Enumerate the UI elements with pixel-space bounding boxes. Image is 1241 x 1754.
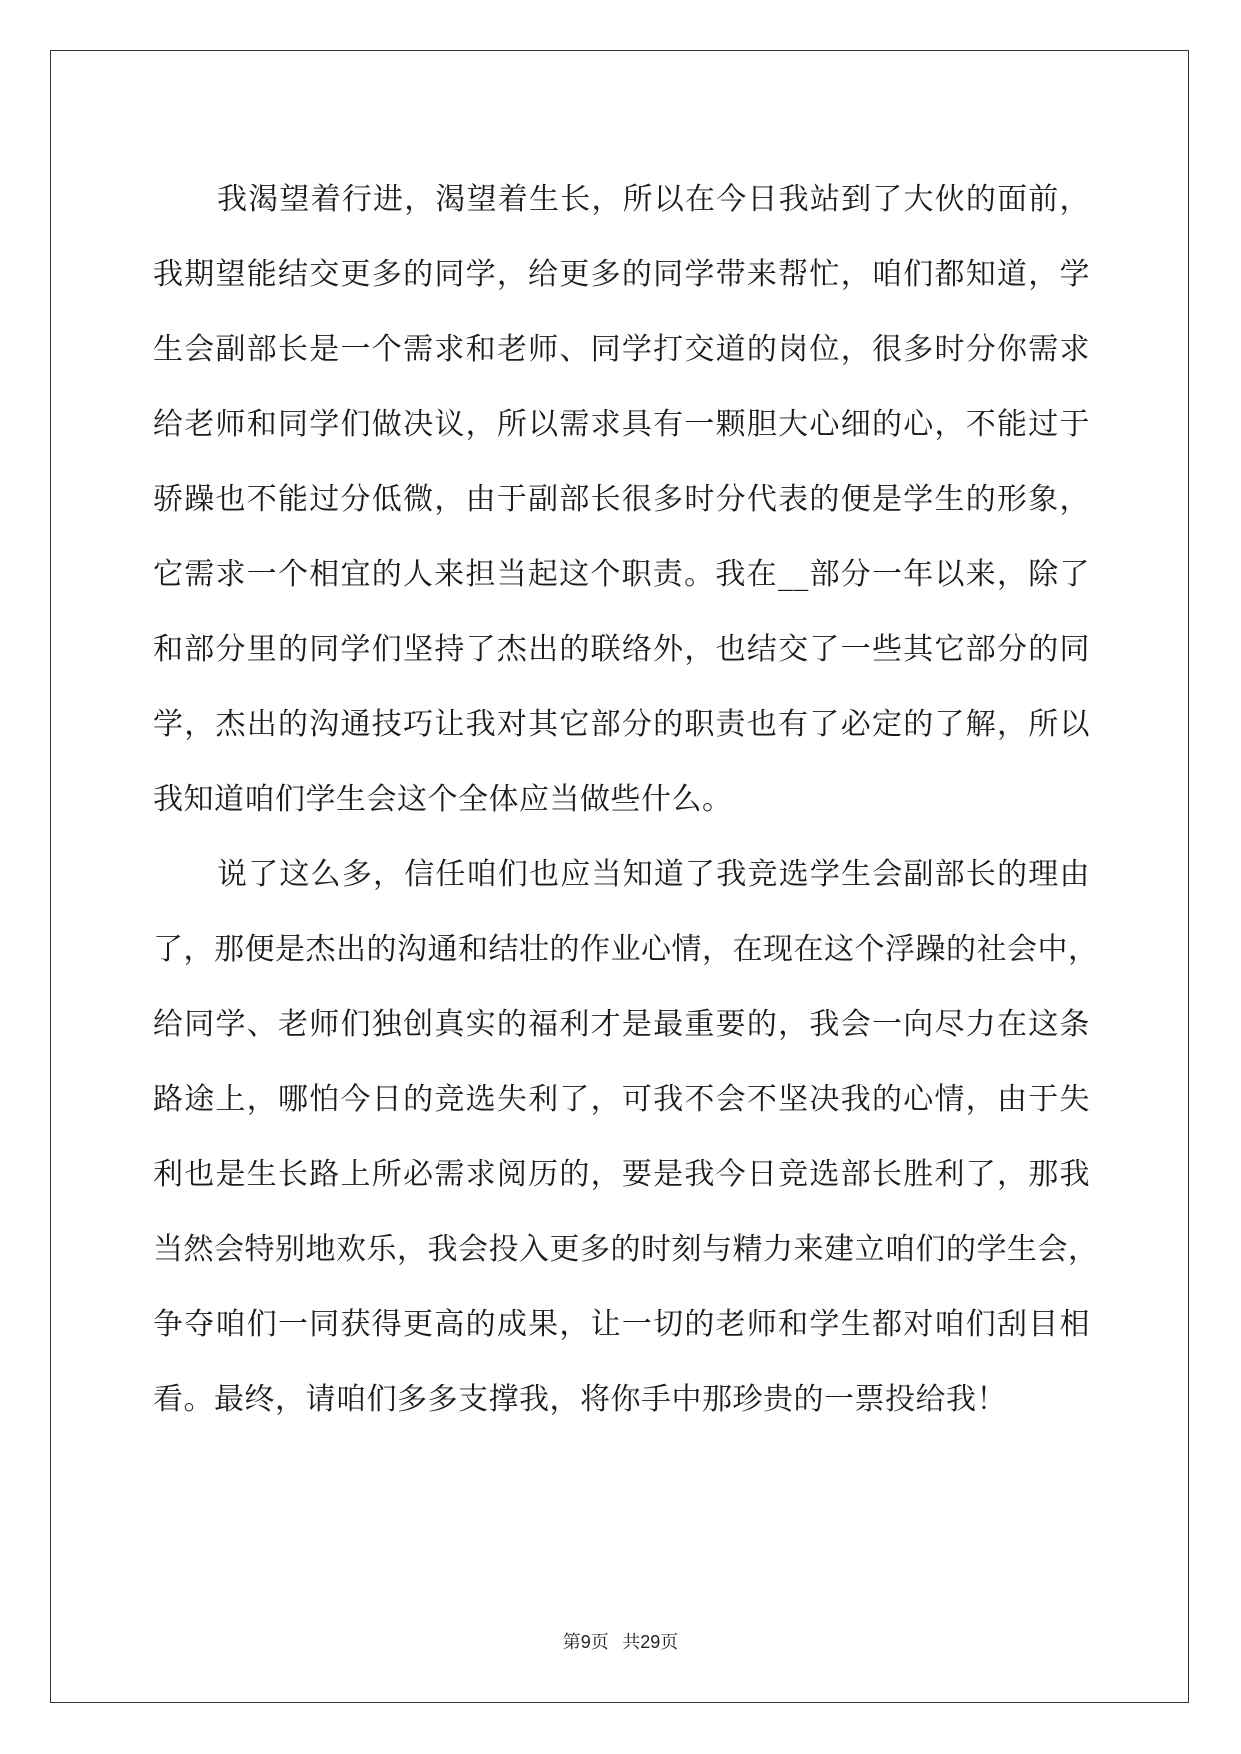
paragraph-line: 路途上，哪怕今日的竞选失利了，可我不会不坚决我的心情，由于失: [153, 1082, 1090, 1117]
page-prefix: 第: [562, 1632, 581, 1652]
paragraph-line: 给老师和同学们做决议，所以需求具有一颗胆大心细的心，不能过于: [153, 407, 1090, 442]
paragraph-line: 学，杰出的沟通技巧让我对其它部分的职责也有了必定的了解，所以: [153, 707, 1090, 742]
total-suffix: 页: [660, 1632, 679, 1652]
paragraph-line: 当然会特别地欢乐，我会投入更多的时刻与精力来建立咱们的学生会，: [153, 1232, 1099, 1267]
paragraph-1: [153, 162, 1090, 837]
paragraph-line: 生会副部长是一个需求和老师、同学打交道的岗位，很多时分你需求: [153, 332, 1090, 367]
paragraph-line: 说了这么多，信任咱们也应当知道了我竞选学生会副部长的理由: [217, 857, 1090, 892]
paragraph-line: 给同学、老师们独创真实的福利才是最重要的，我会一向尽力在这条: [153, 1007, 1090, 1042]
page-footer: [0, 1628, 1241, 1654]
paragraph-line: 它需求一个相宜的人来担当起这个职责。我在__部分一年以来，除了: [153, 557, 1090, 592]
total-prefix: 共: [622, 1632, 641, 1652]
document-body: [153, 162, 1099, 1437]
paragraph-line: 我渴望着行进，渴望着生长，所以在今日我站到了大伙的面前，: [217, 182, 1090, 217]
paragraph-line: 骄躁也不能过分低微，由于副部长很多时分代表的便是学生的形象，: [153, 482, 1090, 517]
paragraph-line: 和部分里的同学们坚持了杰出的联络外，也结交了一些其它部分的同: [153, 632, 1090, 667]
paragraph-2: [153, 837, 1099, 1437]
paragraph-line: 我期望能结交更多的同学，给更多的同学带来帮忙，咱们都知道，学: [153, 257, 1090, 292]
paragraph-line: 争夺咱们一同获得更高的成果，让一切的老师和学生都对咱们刮目相: [153, 1307, 1090, 1342]
paragraph-line: 看。最终，请咱们多多支撑我，将你手中那珍贵的一票投给我！: [153, 1382, 1007, 1417]
paragraph-line: 利也是生长路上所必需求阅历的，要是我今日竞选部长胜利了，那我: [153, 1157, 1090, 1192]
page-suffix: 页: [590, 1632, 609, 1652]
paragraph-line: 我知道咱们学生会这个全体应当做些什么。: [153, 782, 733, 817]
page-number: 9: [580, 1632, 591, 1652]
paragraph-line: 了，那便是杰出的沟通和结壮的作业心情，在现在这个浮躁的社会中，: [153, 932, 1099, 967]
total-pages: 29: [640, 1632, 661, 1652]
